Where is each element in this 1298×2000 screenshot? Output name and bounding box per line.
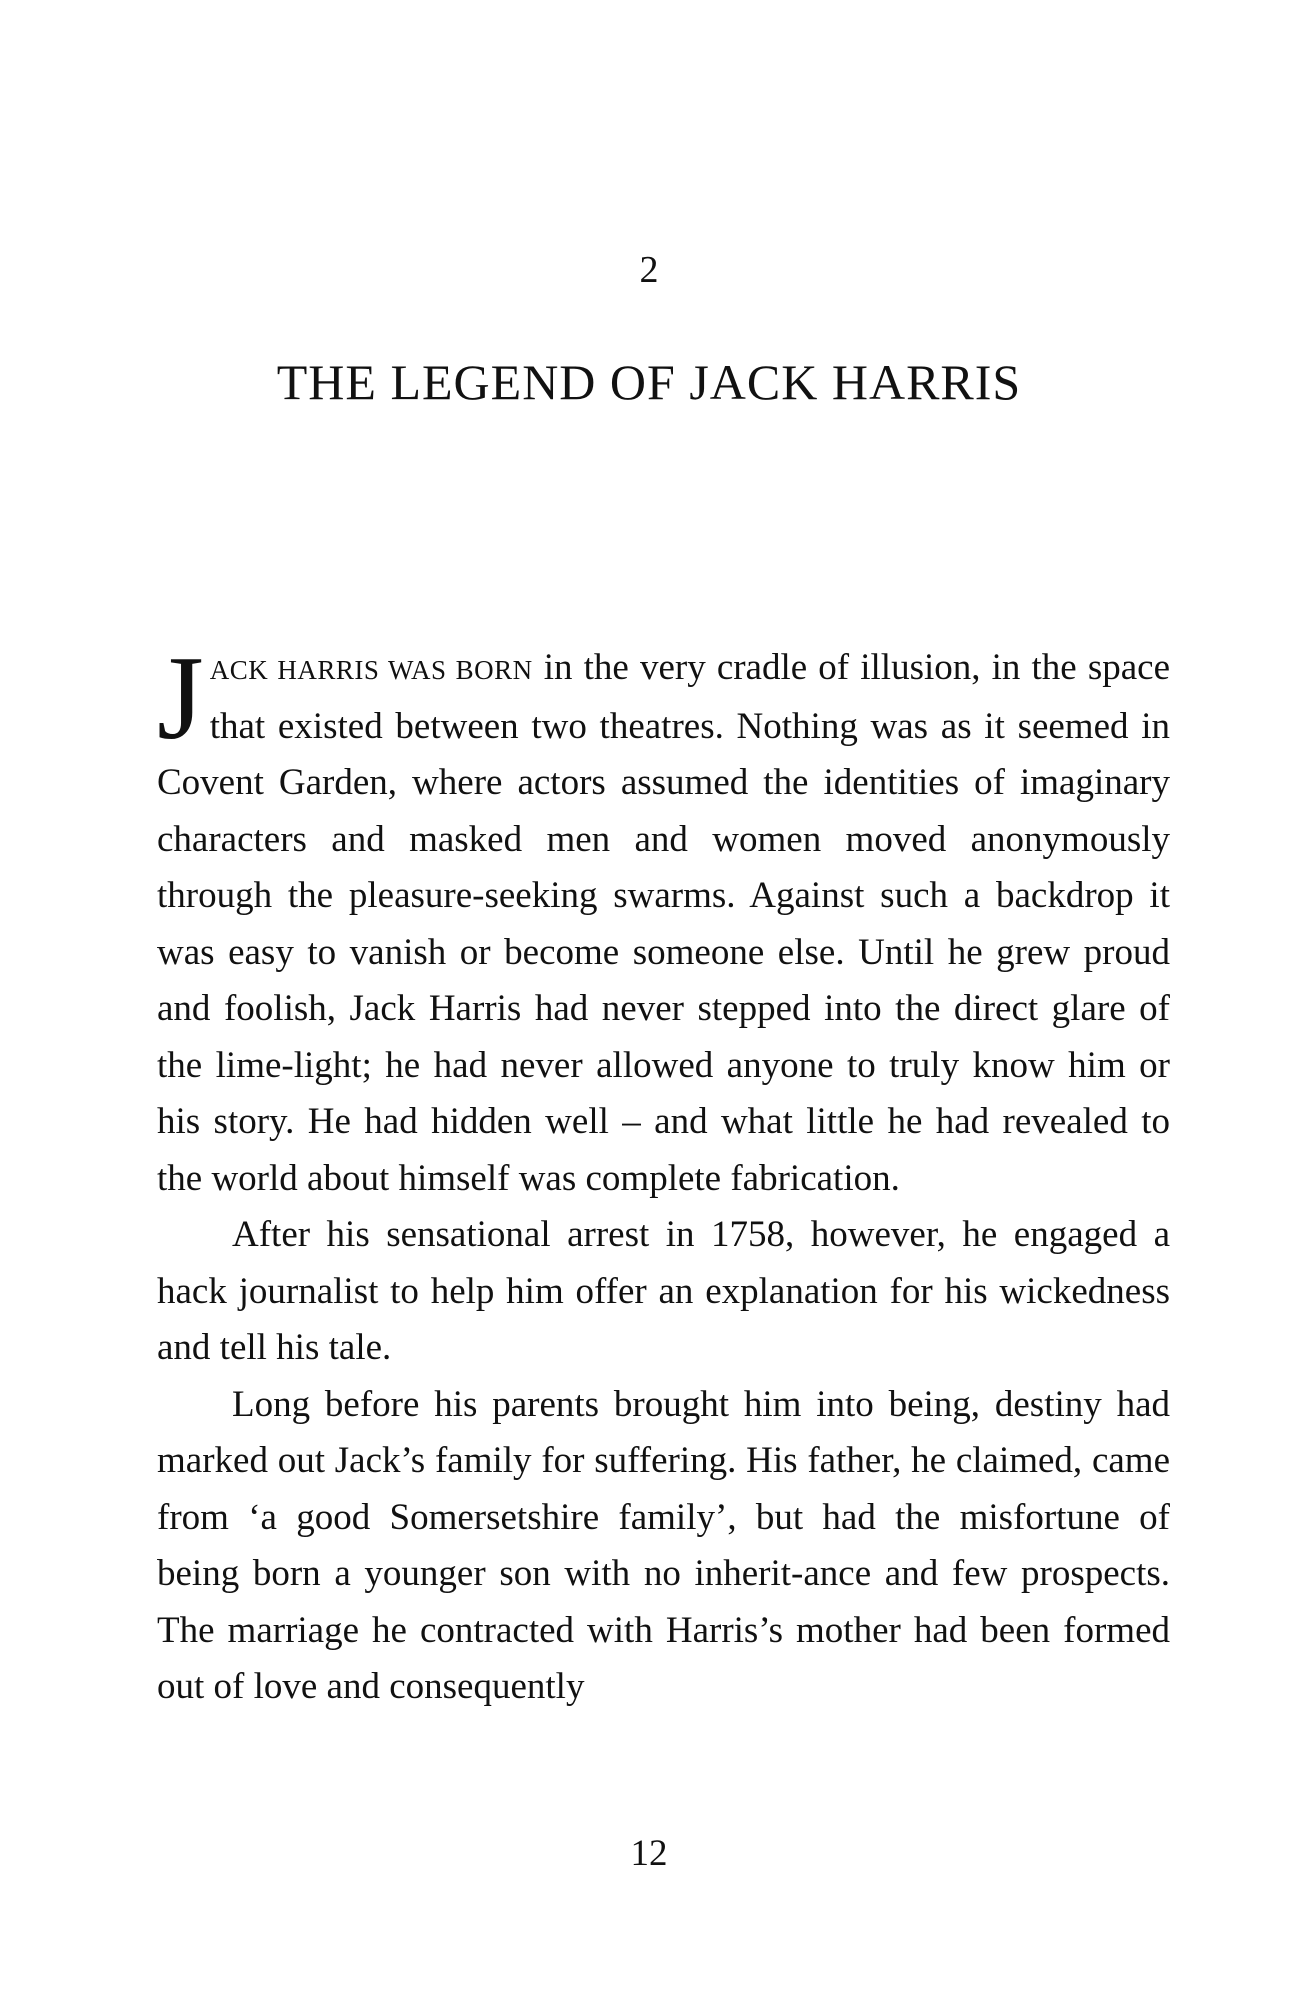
paragraph-1-text: in the very cradle of illusion, in the space that existed between two theatres. Nothing was as it seemed in Covent Garden, where actors assumed the identities of imaginary characters and masked men and women moved anonymously through the pleasure-seeking swarms. Against such a backdrop it was easy to vanish or become someone else. Until he grew proud and foolish, Jack Harris had never stepped into the direct glare of the lime-light; he had never allowed anyone to truly know him or his story. He had hidden well – and what little he had revealed to the world about himself was complete fabrication. <box>157 647 1170 1199</box>
body-text <box>157 631 1170 1716</box>
paragraph-2: After his sensational arrest in 1758, however, he engaged a hack journalist to help him offer an explanation for his wickedness and tell his tale. <box>157 1214 1170 1368</box>
drop-cap: J <box>157 631 204 764</box>
paragraph-3: Long before his parents brought him into being, destiny had marked out Jack’s family for suffering. His father, he claimed, came from ‘a good Somersetshire family’, but had the misfortune of being born a younger son with no inherit-ance and few prospects. The marriage he contracted with Harris’s mother had been formed out of love and consequently <box>157 1383 1170 1707</box>
chapter-number: 2 <box>639 249 659 291</box>
lead-in-small-caps: ACK HARRIS WAS BORN <box>209 655 533 685</box>
paragraph-1 <box>157 631 1170 1207</box>
page-number: 12 <box>630 1833 668 1874</box>
chapter-title: THE LEGEND OF JACK HARRIS <box>276 354 1022 410</box>
